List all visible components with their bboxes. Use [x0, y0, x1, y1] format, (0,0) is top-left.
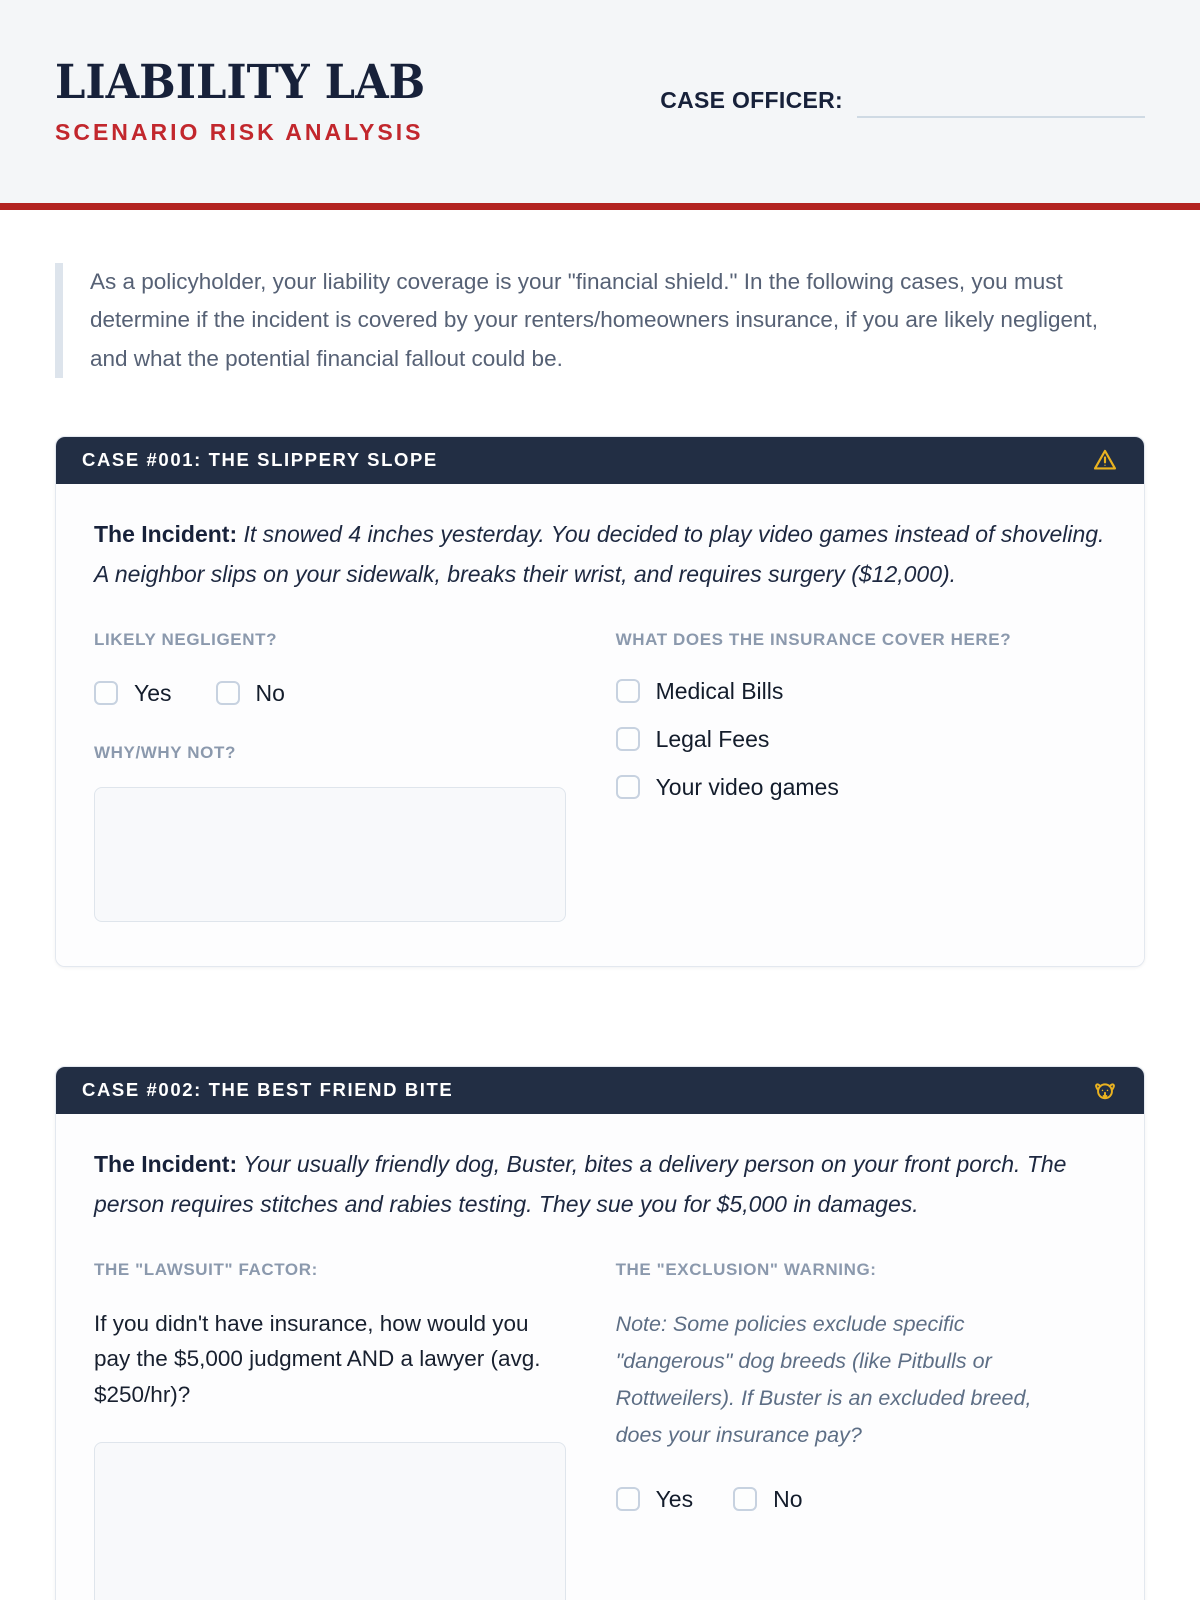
- why-why-not-label: WHY/WHY NOT?: [94, 742, 236, 762]
- case-002-left-column: [94, 1260, 566, 1600]
- exclusion-yes-checkbox[interactable]: [616, 1487, 640, 1511]
- coverage-medical-bills-checkbox[interactable]: [616, 679, 640, 703]
- brand-block: [55, 55, 457, 146]
- intro-paragraph: As a policyholder, your liability coverage is your "financial shield." In the following cases, you must determine if the incident is covered by your renters/homeowners insurance, if you are likely negligent, and what the potential financial fallout could be.: [55, 263, 1115, 378]
- lawsuit-question: If you didn't have insurance, how would you pay the $5,000 judgment AND a lawyer (avg. $250/hr)?: [94, 1310, 541, 1407]
- incident-label: The Incident:: [94, 1150, 238, 1177]
- exclusion-no-option[interactable]: [733, 1486, 802, 1513]
- exclusion-yes-option[interactable]: [616, 1486, 694, 1513]
- case-card-001: [55, 436, 1145, 967]
- case-001-body: [56, 484, 1144, 966]
- negligent-yes-label: Yes: [134, 679, 172, 706]
- exclusion-warning-label: THE "EXCLUSION" WARNING:: [615, 1259, 877, 1279]
- case-002-header: [56, 1067, 1144, 1114]
- negligent-no-label: No: [255, 679, 285, 706]
- coverage-options: [616, 678, 1106, 801]
- negligent-yes-option[interactable]: [94, 680, 172, 707]
- case-002-right-column: [616, 1260, 1106, 1513]
- case-officer-label: CASE OFFICER:: [660, 87, 843, 113]
- incident-text: Your usually friendly dog, Buster, bites a delivery person on your front porch. The person requires stitches and rabies testing. They sue you for $5,000 in damages.: [94, 1150, 1067, 1217]
- coverage-medical-bills-label: Medical Bills: [655, 677, 784, 704]
- case-002-title: CASE #002: THE BEST FRIEND BITE: [82, 1079, 454, 1101]
- case-001-incident: [94, 514, 1106, 594]
- case-officer-input[interactable]: [857, 84, 1145, 118]
- exclusion-no-label: No: [773, 1485, 803, 1512]
- page-title: LIABILITY LAB: [55, 55, 426, 110]
- case-002-incident: [94, 1144, 1106, 1224]
- negligent-no-option[interactable]: [216, 680, 285, 707]
- exclusion-yes-label: Yes: [655, 1485, 694, 1512]
- coverage-legal-fees-option[interactable]: [616, 726, 1106, 753]
- coverage-video-games-option[interactable]: [616, 774, 1106, 801]
- coverage-medical-bills-option[interactable]: [616, 678, 1106, 705]
- coverage-legal-fees-label: Legal Fees: [655, 725, 770, 752]
- warning-icon: [1092, 447, 1118, 473]
- case-001-right-column: [616, 630, 1106, 822]
- main-content: [0, 263, 1200, 1600]
- exclusion-no-checkbox[interactable]: [733, 1487, 757, 1511]
- coverage-legal-fees-checkbox[interactable]: [616, 727, 640, 751]
- negligent-yes-checkbox[interactable]: [94, 681, 118, 705]
- case-002-columns: [94, 1260, 1106, 1600]
- case-officer-block: [660, 84, 1145, 118]
- case-001-columns: [94, 630, 1106, 922]
- masthead: [0, 0, 1200, 210]
- case-001-left-column: [94, 630, 566, 922]
- exclusion-options: [616, 1486, 1106, 1513]
- lawsuit-answer-textarea[interactable]: [94, 1442, 566, 1600]
- lawsuit-factor-label: THE "LAWSUIT" FACTOR:: [94, 1259, 318, 1279]
- case-002-body: [56, 1114, 1144, 1600]
- coverage-video-games-label: Your video games: [655, 773, 839, 800]
- exclusion-note: Note: Some policies exclude specific "dangerous" dog breeds (like Pitbulls or Rottweilers). If Buster is an excluded breed, does your insurance pay?: [615, 1311, 1032, 1447]
- dog-icon: [1092, 1077, 1118, 1103]
- negligent-no-checkbox[interactable]: [216, 681, 240, 705]
- incident-text: It snowed 4 inches yesterday. You decided to play video games instead of shoveling. A neighbor slips on your sidewalk, breaks their wrist, and requires surgery ($12,000).: [94, 520, 1105, 587]
- page-subtitle: SCENARIO RISK ANALYSIS: [55, 119, 424, 146]
- case-card-002: [55, 1066, 1145, 1600]
- likely-negligent-label: LIKELY NEGLIGENT?: [94, 629, 278, 649]
- coverage-label: WHAT DOES THE INSURANCE COVER HERE?: [615, 629, 1012, 649]
- negligent-options: [94, 680, 566, 707]
- coverage-video-games-checkbox[interactable]: [616, 775, 640, 799]
- case-001-header: [56, 437, 1144, 484]
- why-why-not-textarea[interactable]: [94, 787, 566, 922]
- incident-label: The Incident:: [94, 520, 238, 547]
- case-001-title: CASE #001: THE SLIPPERY SLOPE: [82, 449, 438, 471]
